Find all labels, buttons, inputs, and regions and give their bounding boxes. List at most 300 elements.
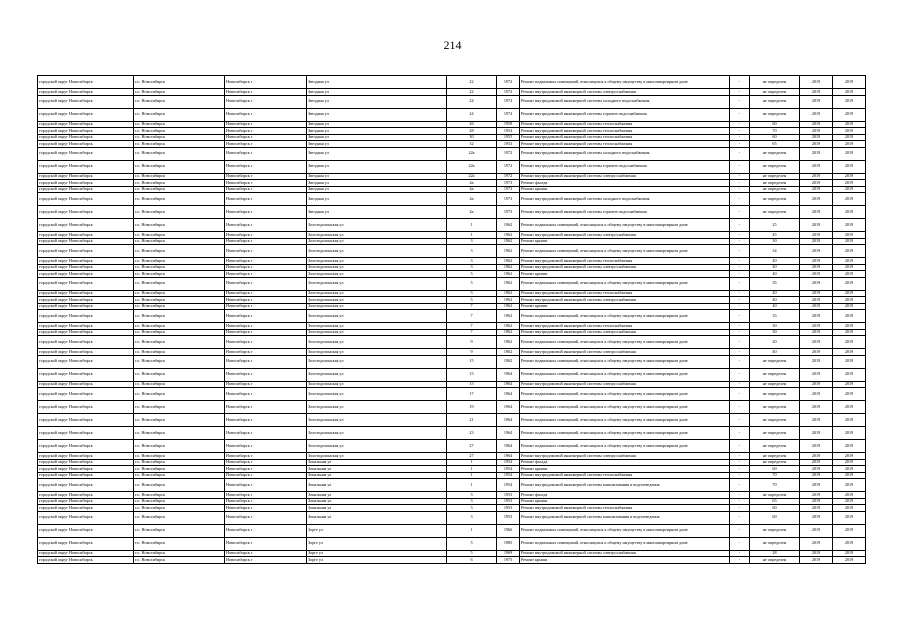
street-cell: Золотодолинская ул [307, 297, 447, 304]
work-type-cell: Ремонт фасада [520, 180, 730, 187]
end-year-cell: 2019 [833, 271, 866, 278]
street-cell: Зорге ул [307, 524, 447, 537]
district-cell: г.о. Новосибирск [134, 173, 225, 180]
dash-cell: - [730, 232, 750, 239]
build-year-cell: 1985 [497, 537, 520, 550]
dash-cell: - [730, 537, 750, 550]
house-number-cell: 4а [447, 180, 497, 187]
district-cell: г.о. Новосибирск [134, 128, 225, 135]
end-year-cell: 2019 [833, 427, 866, 440]
start-year-cell: 2019 [800, 427, 833, 440]
municipality-cell: городской округ Новосибирск [38, 141, 134, 148]
street-cell: Зональная ул [307, 466, 447, 473]
work-type-cell: Ремонт внутридомовой инженерной системы теплоснабжения [520, 472, 730, 479]
work-type-cell: Ремонт крыши [520, 186, 730, 193]
build-year-cell: 1964 [497, 388, 520, 401]
district-cell: г.о. Новосибирск [134, 537, 225, 550]
build-year-cell: 1955 [497, 134, 520, 141]
district-cell: г.о. Новосибирск [134, 108, 225, 121]
district-cell: г.о. Новосибирск [134, 368, 225, 381]
district-cell: г.о. Новосибирск [134, 505, 225, 512]
city-cell: Новосибирск г [225, 173, 307, 180]
district-cell: г.о. Новосибирск [134, 232, 225, 239]
dash-cell: - [730, 264, 750, 271]
house-number-cell: 3 [447, 245, 497, 258]
district-cell: г.о. Новосибирск [134, 329, 225, 336]
street-cell: Звездная ул [307, 180, 447, 187]
city-cell: Новосибирск г [225, 414, 307, 427]
city-cell: Новосибирск г [225, 505, 307, 512]
street-cell: Зорге ул [307, 537, 447, 550]
city-cell: Новосибирск г [225, 310, 307, 323]
cost-cell: не определен [750, 537, 800, 550]
district-cell: г.о. Новосибирск [134, 264, 225, 271]
end-year-cell: 2019 [833, 121, 866, 128]
city-cell: Новосибирск г [225, 427, 307, 440]
dash-cell: - [730, 121, 750, 128]
dash-cell: - [730, 524, 750, 537]
dash-cell: - [730, 238, 750, 245]
street-cell: Золотодолинская ул [307, 310, 447, 323]
build-year-cell: 1962 [497, 258, 520, 265]
municipality-cell: городской округ Новосибирск [38, 550, 134, 557]
work-type-cell: Ремонт крыши [520, 238, 730, 245]
district-cell: г.о. Новосибирск [134, 459, 225, 466]
end-year-cell: 2019 [833, 388, 866, 401]
build-year-cell: 1962 [497, 232, 520, 239]
dash-cell: - [730, 134, 750, 141]
dash-cell: - [730, 440, 750, 453]
start-year-cell: 2019 [800, 258, 833, 265]
house-number-cell: 7 [447, 329, 497, 336]
municipality-cell: городской округ Новосибирск [38, 479, 134, 492]
dash-cell: - [730, 388, 750, 401]
cost-cell: не определен [750, 492, 800, 499]
municipality-cell: городской округ Новосибирск [38, 160, 134, 173]
end-year-cell: 2019 [833, 186, 866, 193]
house-number-cell: 3 [447, 505, 497, 512]
dash-cell: - [730, 245, 750, 258]
work-type-cell: Ремонт внутридомовой инженерной системы теплоснабжения [520, 121, 730, 128]
dash-cell: - [730, 193, 750, 206]
build-year-cell: 1964 [497, 401, 520, 414]
house-number-cell: 3 [447, 264, 497, 271]
municipality-cell: городской округ Новосибирск [38, 381, 134, 388]
start-year-cell: 2019 [800, 193, 833, 206]
table-row [38, 336, 866, 349]
street-cell: Зональная ул [307, 498, 447, 505]
table-row [38, 76, 866, 89]
table-row [38, 427, 866, 440]
end-year-cell: 2019 [833, 550, 866, 557]
table-row [38, 511, 866, 524]
street-cell: Золотодолинская ул [307, 368, 447, 381]
municipality-cell: городской округ Новосибирск [38, 388, 134, 401]
cost-cell: 70 [750, 479, 800, 492]
city-cell: Новосибирск г [225, 128, 307, 135]
end-year-cell: 2019 [833, 297, 866, 304]
municipality-cell: городской округ Новосибирск [38, 297, 134, 304]
work-type-cell: Ремонт внутридомовой инженерной системы электроснабжения [520, 89, 730, 96]
municipality-cell: городской округ Новосибирск [38, 238, 134, 245]
house-number-cell: 19 [447, 401, 497, 414]
city-cell: Новосибирск г [225, 492, 307, 499]
house-number-cell: 24 [447, 108, 497, 121]
municipality-cell: городской округ Новосибирск [38, 498, 134, 505]
work-type-cell: Ремонт внутридомовой инженерной системы холодного водоснабжения [520, 193, 730, 206]
work-type-cell: Ремонт подвальных помещений, относящихся к общему имуществу в многоквартирном доме [520, 336, 730, 349]
start-year-cell: 2019 [800, 134, 833, 141]
dash-cell: - [730, 141, 750, 148]
municipality-cell: городской округ Новосибирск [38, 524, 134, 537]
work-type-cell: Ремонт внутридомовой инженерной системы холодного водоснабжения [520, 147, 730, 160]
municipality-cell: городской округ Новосибирск [38, 505, 134, 512]
work-type-cell: Ремонт внутридомовой инженерной системы холодного водоснабжения [520, 95, 730, 108]
municipality-cell: городской округ Новосибирск [38, 511, 134, 524]
district-cell: г.о. Новосибирск [134, 388, 225, 401]
house-number-cell: 30 [447, 134, 497, 141]
municipality-cell: городской округ Новосибирск [38, 453, 134, 460]
house-number-cell: 22а [447, 160, 497, 173]
cost-cell: 30 [750, 329, 800, 336]
street-cell: Золотодолинская ул [307, 323, 447, 330]
work-type-cell: Ремонт внутридомовой инженерной системы электроснабжения [520, 329, 730, 336]
street-cell: Золотодолинская ул [307, 355, 447, 368]
start-year-cell: 2019 [800, 238, 833, 245]
street-cell: Звездная ул [307, 121, 447, 128]
work-type-cell: Ремонт внутридомовой инженерной системы электроснабжения [520, 349, 730, 356]
street-cell: Золотодолинская ул [307, 453, 447, 460]
work-type-cell: Ремонт внутридомовой инженерной системы теплоснабжения [520, 141, 730, 148]
cost-cell: 20 [750, 336, 800, 349]
city-cell: Новосибирск г [225, 89, 307, 96]
build-year-cell: 1962 [497, 349, 520, 356]
end-year-cell: 2019 [833, 264, 866, 271]
city-cell: Новосибирск г [225, 479, 307, 492]
municipality-cell: городской округ Новосибирск [38, 323, 134, 330]
start-year-cell: 2019 [800, 524, 833, 537]
house-number-cell: 7 [447, 303, 497, 310]
district-cell: г.о. Новосибирск [134, 219, 225, 232]
cost-cell: не определен [750, 381, 800, 388]
street-cell: Золотодолинская ул [307, 336, 447, 349]
end-year-cell: 2019 [833, 206, 866, 219]
house-number-cell: 1 [447, 219, 497, 232]
build-year-cell: 1973 [497, 193, 520, 206]
work-type-cell: Ремонт подвальных помещений, относящихся к общему имуществу в многоквартирном доме [520, 401, 730, 414]
cost-cell: не определен [750, 401, 800, 414]
cost-cell: не определен [750, 557, 800, 564]
dash-cell: - [730, 323, 750, 330]
house-number-cell: 9 [447, 336, 497, 349]
start-year-cell: 2019 [800, 479, 833, 492]
cost-cell: 28 [750, 550, 800, 557]
dash-cell: - [730, 95, 750, 108]
start-year-cell: 2019 [800, 466, 833, 473]
dash-cell: - [730, 186, 750, 193]
end-year-cell: 2019 [833, 355, 866, 368]
cost-cell: не определен [750, 193, 800, 206]
district-cell: г.о. Новосибирск [134, 180, 225, 187]
build-year-cell: 1962 [497, 303, 520, 310]
district-cell: г.о. Новосибирск [134, 245, 225, 258]
house-number-cell: 28 [447, 128, 497, 135]
house-number-cell: 5 [447, 537, 497, 550]
street-cell: Золотодолинская ул [307, 264, 447, 271]
district-cell: г.о. Новосибирск [134, 193, 225, 206]
municipality-cell: городской округ Новосибирск [38, 147, 134, 160]
municipality-cell: городской округ Новосибирск [38, 336, 134, 349]
street-cell: Зорге ул [307, 557, 447, 564]
cost-cell: 70 [750, 472, 800, 479]
house-number-cell: 17 [447, 388, 497, 401]
end-year-cell: 2019 [833, 303, 866, 310]
cost-cell: 60 [750, 505, 800, 512]
cost-cell: не определен [750, 89, 800, 96]
dash-cell: - [730, 108, 750, 121]
dash-cell: - [730, 173, 750, 180]
street-cell: Звездная ул [307, 186, 447, 193]
cost-cell: 40 [750, 349, 800, 356]
district-cell: г.о. Новосибирск [134, 297, 225, 304]
start-year-cell: 2019 [800, 349, 833, 356]
house-number-cell: 22а [447, 173, 497, 180]
work-type-cell: Ремонт крыши [520, 466, 730, 473]
house-number-cell: 1 [447, 459, 497, 466]
build-year-cell: 1962 [497, 290, 520, 297]
city-cell: Новосибирск г [225, 303, 307, 310]
work-type-cell: Ремонт подвальных помещений, относящихся к общему имуществу в многоквартирном доме [520, 245, 730, 258]
start-year-cell: 2019 [800, 310, 833, 323]
cost-cell: не определен [750, 427, 800, 440]
table-row [38, 206, 866, 219]
cost-cell: не определен [750, 95, 800, 108]
municipality-cell: городской округ Новосибирск [38, 466, 134, 473]
build-year-cell: 1972 [497, 160, 520, 173]
start-year-cell: 2019 [800, 401, 833, 414]
city-cell: Новосибирск г [225, 453, 307, 460]
dash-cell: - [730, 128, 750, 135]
district-cell: г.о. Новосибирск [134, 550, 225, 557]
dash-cell: - [730, 206, 750, 219]
end-year-cell: 2019 [833, 498, 866, 505]
cost-cell: не определен [750, 459, 800, 466]
municipality-cell: городской округ Новосибирск [38, 310, 134, 323]
municipality-cell: городской округ Новосибирск [38, 414, 134, 427]
district-cell: г.о. Новосибирск [134, 147, 225, 160]
end-year-cell: 2019 [833, 128, 866, 135]
district-cell: г.о. Новосибирск [134, 349, 225, 356]
city-cell: Новосибирск г [225, 511, 307, 524]
work-type-cell: Ремонт внутридомовой инженерной системы теплоснабжения [520, 323, 730, 330]
street-cell: Золотодолинская ул [307, 219, 447, 232]
table-row [38, 414, 866, 427]
end-year-cell: 2019 [833, 147, 866, 160]
house-number-cell: 15 [447, 368, 497, 381]
house-number-cell: 22а [447, 147, 497, 160]
start-year-cell: 2019 [800, 128, 833, 135]
city-cell: Новосибирск г [225, 524, 307, 537]
start-year-cell: 2019 [800, 537, 833, 550]
city-cell: Новосибирск г [225, 440, 307, 453]
build-year-cell: 1972 [497, 173, 520, 180]
district-cell: г.о. Новосибирск [134, 323, 225, 330]
end-year-cell: 2019 [833, 472, 866, 479]
house-number-cell: 3 [447, 258, 497, 265]
cost-cell: 40 [750, 271, 800, 278]
build-year-cell: 1962 [497, 329, 520, 336]
start-year-cell: 2019 [800, 206, 833, 219]
work-type-cell: Ремонт подвальных помещений, относящихся к общему имуществу в многоквартирном доме [520, 427, 730, 440]
dash-cell: - [730, 329, 750, 336]
start-year-cell: 2019 [800, 271, 833, 278]
work-type-cell: Ремонт крыши [520, 557, 730, 564]
start-year-cell: 2019 [800, 336, 833, 349]
cost-cell: 30 [750, 238, 800, 245]
start-year-cell: 2019 [800, 219, 833, 232]
build-year-cell: 1962 [497, 277, 520, 290]
dash-cell: - [730, 76, 750, 89]
build-year-cell: 1962 [497, 336, 520, 349]
cost-cell: не определен [750, 388, 800, 401]
end-year-cell: 2019 [833, 401, 866, 414]
street-cell: Золотодолинская ул [307, 271, 447, 278]
end-year-cell: 2019 [833, 95, 866, 108]
street-cell: Золотодолинская ул [307, 427, 447, 440]
cost-cell: не определен [750, 160, 800, 173]
street-cell: Золотодолинская ул [307, 388, 447, 401]
cost-cell: не определен [750, 206, 800, 219]
build-year-cell: 1964 [497, 414, 520, 427]
end-year-cell: 2019 [833, 238, 866, 245]
start-year-cell: 2019 [800, 459, 833, 466]
cost-cell: не определен [750, 180, 800, 187]
work-type-cell: Ремонт подвальных помещений, относящихся к общему имуществу в многоквартирном доме [520, 524, 730, 537]
dash-cell: - [730, 505, 750, 512]
dash-cell: - [730, 368, 750, 381]
district-cell: г.о. Новосибирск [134, 206, 225, 219]
cost-cell: 40 [750, 297, 800, 304]
district-cell: г.о. Новосибирск [134, 290, 225, 297]
cost-cell: не определен [750, 147, 800, 160]
district-cell: г.о. Новосибирск [134, 466, 225, 473]
start-year-cell: 2019 [800, 147, 833, 160]
table-body [38, 76, 866, 564]
dash-cell: - [730, 472, 750, 479]
build-year-cell: 1962 [497, 245, 520, 258]
table-row [38, 388, 866, 401]
start-year-cell: 2019 [800, 505, 833, 512]
build-year-cell: 1962 [497, 238, 520, 245]
city-cell: Новосибирск г [225, 245, 307, 258]
dash-cell: - [730, 297, 750, 304]
start-year-cell: 2019 [800, 323, 833, 330]
start-year-cell: 2019 [800, 180, 833, 187]
house-number-cell: 6 [447, 557, 497, 564]
work-type-cell: Ремонт внутридомовой инженерной системы теплоснабжения [520, 128, 730, 135]
dash-cell: - [730, 277, 750, 290]
table-row [38, 440, 866, 453]
end-year-cell: 2019 [833, 310, 866, 323]
district-cell: г.о. Новосибирск [134, 355, 225, 368]
start-year-cell: 2019 [800, 329, 833, 336]
end-year-cell: 2019 [833, 440, 866, 453]
table-row [38, 245, 866, 258]
street-cell: Звездная ул [307, 141, 447, 148]
start-year-cell: 2019 [800, 245, 833, 258]
table-row [38, 95, 866, 108]
municipality-cell: городской округ Новосибирск [38, 303, 134, 310]
municipality-cell: городской округ Новосибирск [38, 108, 134, 121]
end-year-cell: 2019 [833, 193, 866, 206]
table-row [38, 310, 866, 323]
city-cell: Новосибирск г [225, 160, 307, 173]
city-cell: Новосибирск г [225, 459, 307, 466]
municipality-cell: городской округ Новосибирск [38, 440, 134, 453]
cost-cell: 40 [750, 264, 800, 271]
house-number-cell: 15 [447, 355, 497, 368]
start-year-cell: 2019 [800, 95, 833, 108]
street-cell: Зональная ул [307, 459, 447, 466]
city-cell: Новосибирск г [225, 193, 307, 206]
city-cell: Новосибирск г [225, 290, 307, 297]
municipality-cell: городской округ Новосибирск [38, 537, 134, 550]
city-cell: Новосибирск г [225, 323, 307, 330]
start-year-cell: 2019 [800, 232, 833, 239]
dash-cell: - [730, 180, 750, 187]
street-cell: Звездная ул [307, 76, 447, 89]
city-cell: Новосибирск г [225, 141, 307, 148]
build-year-cell: 1953 [497, 505, 520, 512]
district-cell: г.о. Новосибирск [134, 271, 225, 278]
end-year-cell: 2019 [833, 511, 866, 524]
house-number-cell: 1 [447, 524, 497, 537]
street-cell: Зональная ул [307, 492, 447, 499]
dash-cell: - [730, 427, 750, 440]
municipality-cell: городской округ Новосибирск [38, 349, 134, 356]
street-cell: Золотодолинская ул [307, 329, 447, 336]
dash-cell: - [730, 336, 750, 349]
dash-cell: - [730, 303, 750, 310]
start-year-cell: 2019 [800, 550, 833, 557]
street-cell: Звездная ул [307, 108, 447, 121]
end-year-cell: 2019 [833, 89, 866, 96]
end-year-cell: 2019 [833, 290, 866, 297]
city-cell: Новосибирск г [225, 368, 307, 381]
street-cell: Звездная ул [307, 193, 447, 206]
house-number-cell: 26 [447, 121, 497, 128]
build-year-cell: 1969 [497, 550, 520, 557]
end-year-cell: 2019 [833, 219, 866, 232]
dash-cell: - [730, 310, 750, 323]
work-type-cell: Ремонт внутридомовой инженерной системы канализования и водоотведения [520, 479, 730, 492]
work-type-cell: Ремонт внутридомовой инженерной системы электроснабжения [520, 264, 730, 271]
end-year-cell: 2019 [833, 245, 866, 258]
end-year-cell: 2019 [833, 134, 866, 141]
city-cell: Новосибирск г [225, 297, 307, 304]
house-number-cell: 4а [447, 193, 497, 206]
street-cell: Звездная ул [307, 160, 447, 173]
city-cell: Новосибирск г [225, 277, 307, 290]
build-year-cell: 1974 [497, 108, 520, 121]
street-cell: Зональная ул [307, 505, 447, 512]
cost-cell: 70 [750, 128, 800, 135]
house-number-cell: 4а [447, 206, 497, 219]
district-cell: г.о. Новосибирск [134, 141, 225, 148]
municipality-cell: городской округ Новосибирск [38, 355, 134, 368]
house-number-cell: 22 [447, 76, 497, 89]
table-row [38, 401, 866, 414]
